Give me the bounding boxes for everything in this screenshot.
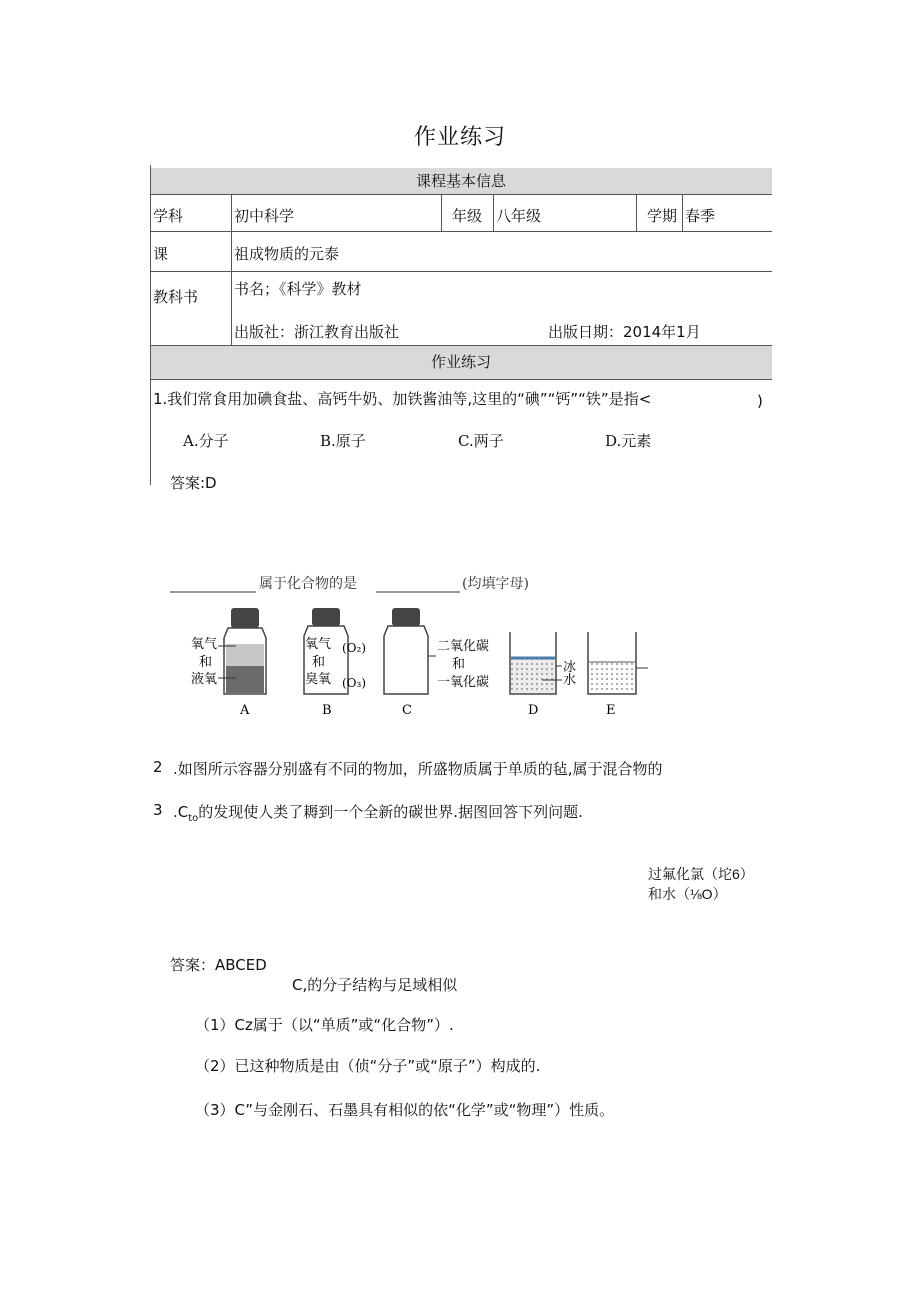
label-b-formula-1: (O₂) [342, 641, 367, 655]
page-title: 作业练习 [413, 125, 506, 150]
side-note-1: 过氟化氯（坨6） [648, 866, 754, 882]
textbook-publisher: 出版社：浙江教育出版社 [234, 323, 400, 341]
grade-label: 年级 [452, 207, 483, 225]
figure-top-text: 属于化合物的是 [259, 576, 357, 592]
beaker-d [510, 632, 556, 694]
side-note-2: 和水（⅛O） [648, 886, 727, 902]
q1-option-b: B.原子 [320, 432, 366, 450]
q3-number: 3 [153, 801, 163, 819]
textbook-label: 教科书 [153, 288, 199, 306]
q3-sub-3: （3）C”与金刚石、石墨具有相似的依“化学”或“物理”）性质。 [195, 1101, 615, 1119]
label-c-1: 二氧化碳 [437, 639, 490, 654]
textbook-pub-date: 出版日期：2014年1月 [548, 323, 701, 341]
q2-number: 2 [153, 758, 163, 776]
term-label: 学期 [647, 207, 678, 225]
section-header-basic-info: 课程基本信息 [150, 168, 772, 194]
q3-intro: C,的分子结构与足域相似 [292, 976, 458, 994]
q1-text: 1.我们常食用加碘食盐、高钙牛奶、加铁酱油等,这里的“碘”“钙”“铁”是指< [153, 390, 652, 408]
section-header-homework: 作业练习 [150, 345, 772, 379]
label-a-1: 氧气 [191, 637, 218, 652]
subject-value: 初中科学 [234, 207, 295, 225]
answer-2: 答案：ABCED [170, 956, 267, 974]
label-d-2: 水 [563, 673, 577, 688]
label-c-2: 和 [452, 657, 466, 672]
q1-answer-clipped: 答案:D [170, 474, 217, 492]
q1-option-a: A.分子 [183, 432, 229, 450]
label-c-3: 一氧化碳 [437, 675, 490, 690]
q1-option-c: C.两子 [458, 432, 504, 450]
label-d-1: 冰 [563, 660, 577, 675]
beaker-e [588, 632, 648, 694]
letter-a: A [240, 703, 250, 718]
letter-c: C [402, 703, 412, 718]
term-value: 春季 [685, 207, 716, 225]
label-b-formula-2: (O₃) [342, 676, 367, 690]
q1-paren: ) [757, 392, 763, 410]
label-b-1: 氧气 [305, 637, 332, 652]
label-a-3: 液氧 [191, 672, 218, 687]
grade-value: 八年级 [496, 207, 542, 225]
q3-text: $.C_{to}$的发现使人类了耨到一个全新的碳世界.据图回答下列问题. [173, 803, 583, 824]
letter-e: E [606, 703, 616, 718]
lesson-label: 课 [153, 245, 169, 263]
label-b-2: 和 [312, 655, 326, 670]
bottle-c [384, 608, 428, 694]
q3-sub-2: （2）已这种物质是由（侦“分子”或“原子”）构成的. [195, 1057, 541, 1075]
lesson-value: 祖成物质的元泰 [234, 245, 340, 263]
bottle-a [224, 608, 266, 694]
textbook-name: 书名；《科学》教材 [234, 280, 362, 298]
containers-figure [170, 572, 650, 722]
subject-label: 学科 [153, 207, 184, 225]
label-b-3: 臭氧 [305, 672, 332, 687]
q1-option-d: D.元素 [605, 432, 652, 450]
label-a-2: 和 [199, 655, 213, 670]
letter-b: B [322, 703, 332, 718]
q2-text: .如图所示容器分别盛有不同的物加，所盛物质属于单质的毡,属于混合物的 [173, 760, 663, 778]
q3-sub-1: （1）Cz属于（以“单质”或“化合物”）. [195, 1016, 454, 1034]
letter-d: D [528, 703, 539, 718]
figure-top-suffix: (均填字母) [462, 576, 529, 592]
